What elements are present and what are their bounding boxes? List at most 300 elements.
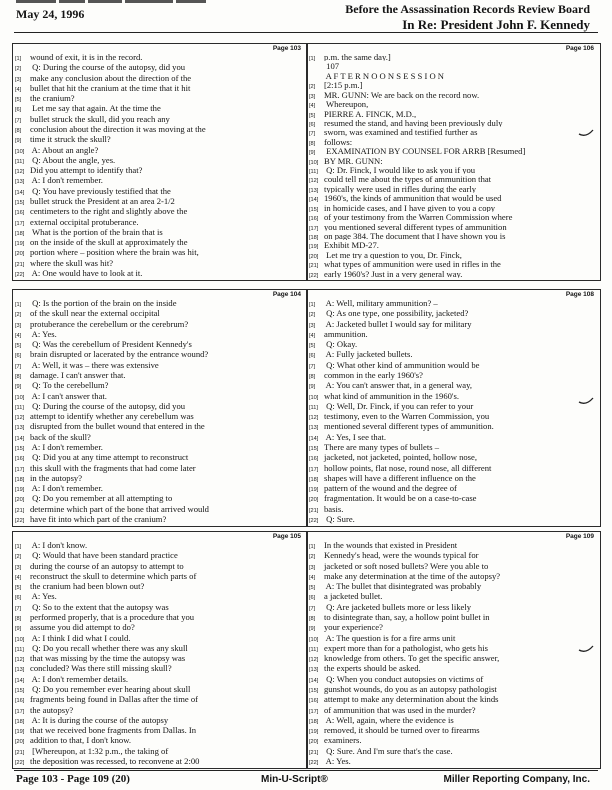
- transcript-line: [309, 156, 596, 165]
- line-text: 107: [324, 61, 340, 71]
- transcript-header: [345, 2, 590, 32]
- line-number: [15]: [309, 687, 319, 694]
- line-text: bullet struck the President at an area 2-1/2: [30, 195, 175, 206]
- line-text: resumed the stand, and having been previously duly: [324, 117, 503, 128]
- line-text: Q: To the cerebellum?: [30, 380, 109, 391]
- line-text: assume you did attempt to do?: [30, 622, 135, 633]
- transcript-line: [309, 401, 596, 411]
- transcript-line: [309, 99, 596, 108]
- transcript-line: [15, 663, 303, 673]
- line-text: concluded? Was there still missing skull?: [30, 663, 172, 674]
- line-text: your experience?: [324, 622, 383, 633]
- line-number: [2]: [309, 554, 316, 561]
- transcript-line: [15, 124, 303, 134]
- line-text: sworn, was examined and testified further as: [324, 127, 478, 137]
- transcript-line: [309, 735, 596, 745]
- transcript-line: [15, 463, 303, 473]
- line-text: A: I can't answer that.: [30, 390, 107, 401]
- line-number: [14]: [309, 435, 319, 442]
- line-number: [9]: [309, 384, 316, 391]
- check-mark-icon: [578, 128, 594, 138]
- transcript-line: [15, 401, 303, 411]
- transcript-line: [309, 203, 596, 212]
- transcript-line: [15, 674, 303, 684]
- line-number: [6]: [15, 353, 22, 360]
- line-text: centimeters to the right and slightly above the: [30, 206, 188, 217]
- transcript-line: [15, 411, 303, 421]
- line-number: [7]: [15, 605, 22, 612]
- line-number: [22]: [15, 271, 25, 278]
- line-number: [309, 71, 324, 73]
- transcript-line: [15, 442, 303, 452]
- transcript-line: [15, 633, 303, 643]
- transcript-line: [309, 308, 596, 318]
- transcript-line: [15, 103, 303, 113]
- line-text: There are many types of bullets –: [324, 441, 440, 452]
- line-text: time it struck the skull?: [30, 134, 111, 145]
- line-text: Exhibit MD-27.: [324, 240, 379, 250]
- transcript-line: [309, 674, 596, 684]
- line-text: the autopsy?: [30, 704, 74, 715]
- line-number: [13]: [15, 179, 25, 186]
- line-text: A: Yes.: [30, 591, 57, 602]
- transcript-line: [15, 196, 303, 206]
- line-number: [18]: [15, 476, 25, 483]
- transcript-line: [309, 360, 596, 370]
- line-number: [19]: [309, 729, 319, 736]
- transcript-line: [309, 184, 596, 193]
- line-number: [20]: [15, 739, 25, 746]
- transcript-line: [309, 250, 596, 259]
- transcript-line: [309, 653, 596, 663]
- transcript-line: [309, 540, 596, 550]
- line-number: [8]: [15, 615, 22, 622]
- line-number: [10]: [309, 636, 319, 643]
- line-text: mentioned several different types of ammunition.: [324, 421, 494, 432]
- transcript-line: [309, 473, 596, 483]
- transcript-line: [309, 269, 596, 278]
- line-number: [12]: [15, 657, 25, 664]
- line-text: A: I don't know.: [30, 540, 88, 550]
- line-number: [8]: [15, 373, 22, 380]
- transcript-line: [309, 746, 596, 756]
- transcript-line: [309, 109, 596, 118]
- transcript-line: [15, 715, 303, 725]
- transcript-line: [309, 452, 596, 462]
- line-number: [10]: [309, 394, 319, 401]
- line-number: [5]: [309, 585, 316, 592]
- transcript-line: [15, 483, 303, 493]
- transcript-line: [309, 483, 596, 493]
- line-text: on the inside of the skull at approximately the: [30, 237, 188, 248]
- line-number: [5]: [15, 585, 22, 592]
- transcript-line: [309, 684, 596, 694]
- line-text: A: You can't answer that, in a general way,: [324, 380, 473, 391]
- line-text: Q: Do you remember at all attempting to: [30, 493, 173, 504]
- line-number: [20]: [309, 497, 319, 504]
- transcript-line: [15, 493, 303, 503]
- line-text: in the autopsy?: [30, 472, 83, 483]
- transcript-line: [15, 432, 303, 442]
- line-text: gunshot wounds, do you as an autopsy pathologist: [324, 683, 497, 694]
- line-number: [11]: [15, 646, 24, 653]
- line-number: [3]: [15, 76, 22, 83]
- line-text: wound of exit, it is in the record.: [30, 52, 143, 62]
- line-number: [11]: [309, 404, 318, 411]
- line-text: A: Yes.: [30, 328, 57, 339]
- transcript-line: [15, 339, 303, 349]
- line-text: Q: During the course of the autopsy, did you: [30, 62, 186, 73]
- line-number: [20]: [15, 497, 25, 504]
- line-text: that we received bone fragments from Dallas. In: [30, 725, 197, 736]
- line-number: [21]: [309, 749, 319, 756]
- line-number: [2]: [15, 66, 22, 73]
- line-number: [21]: [15, 507, 25, 514]
- line-text: Q: Well, Dr. Finck, if you can refer to your: [324, 400, 474, 411]
- transcript-line: [15, 145, 303, 155]
- line-number: [15]: [15, 445, 25, 452]
- transcript-line: [309, 231, 596, 240]
- transcript-line: [15, 612, 303, 622]
- line-number: [18]: [309, 476, 319, 483]
- line-text: hollow points, flat nose, round nose, all different: [324, 462, 492, 473]
- transcript-line: [15, 571, 303, 581]
- line-number: [6]: [309, 121, 316, 128]
- line-text: the cranium?: [30, 93, 75, 104]
- transcript-line: [15, 93, 303, 103]
- page-panel-106: [306, 43, 601, 281]
- line-text: conclusion about the direction it was moving at the: [30, 123, 206, 134]
- line-number: [4]: [309, 574, 316, 581]
- transcript-line: [309, 581, 596, 591]
- line-text: that was missing by the time the autopsy was: [30, 653, 186, 664]
- transcript-line: [15, 694, 303, 704]
- line-text: Q: Dr. Finck, I would like to ask you if you: [324, 165, 476, 175]
- line-text: A: Well, again, where the evidence is: [324, 714, 454, 725]
- line-text: common in the early 1960's?: [324, 369, 423, 380]
- line-number: [19]: [15, 241, 25, 248]
- line-text: 1960's, the kinds of ammunition that would be used: [324, 193, 502, 203]
- line-number: [9]: [15, 138, 22, 145]
- line-text: typically were used in rifles during the early: [324, 183, 477, 194]
- transcript-line: [15, 308, 303, 318]
- line-text: Q: Do you recall whether there was any skull: [30, 642, 188, 653]
- line-text: Q: Do you remember ever hearing about skull: [30, 683, 191, 694]
- line-number: [13]: [15, 667, 25, 674]
- line-text: Did you attempt to identify that?: [30, 165, 143, 176]
- transcript-line: [309, 715, 596, 725]
- line-text: the deposition was recessed, to reconvene at 2:00: [30, 755, 200, 766]
- line-number: [2]: [15, 312, 22, 319]
- line-number: [1]: [309, 56, 316, 62]
- line-number: [12]: [309, 178, 319, 184]
- line-number: [14]: [15, 189, 25, 196]
- line-number: [16]: [15, 210, 25, 217]
- transcript-date: May 24, 1996: [16, 7, 85, 21]
- line-text: A: One would have to look at it.: [30, 267, 143, 278]
- transcript-line: [15, 155, 303, 165]
- transcript-line: [15, 268, 303, 278]
- line-text: of your testimony from the Warren Commission where: [324, 212, 513, 222]
- line-number: [20]: [309, 253, 319, 260]
- transcript-line: [15, 504, 303, 514]
- transcript-lines: [15, 52, 303, 278]
- transcript-line: [309, 298, 596, 308]
- transcript-line: [15, 206, 303, 216]
- page-number: Page 105: [272, 533, 301, 540]
- transcript-line: [15, 705, 303, 715]
- line-text: A: It is during the course of the autopsy: [30, 714, 169, 725]
- reporting-company: Miller Reporting Company, Inc.: [443, 774, 590, 785]
- line-number: [10]: [15, 148, 25, 155]
- line-text: examiners.: [324, 735, 362, 746]
- line-number: [9]: [309, 150, 316, 156]
- transcript-line: [309, 550, 596, 560]
- line-number: [16]: [15, 456, 25, 463]
- transcript-line: [309, 339, 596, 349]
- transcript-line: [309, 602, 596, 612]
- transcript-line: [15, 725, 303, 735]
- line-number: [15]: [309, 206, 319, 213]
- transcript-line: [15, 349, 303, 359]
- transcript-line: [309, 222, 596, 231]
- line-number: [3]: [15, 564, 22, 571]
- line-number: [21]: [15, 261, 25, 268]
- transcript-line: [15, 746, 303, 756]
- transcript-line: [309, 756, 596, 766]
- transcript-line: [15, 550, 303, 560]
- line-text: A: The question is for a fire arms unit: [324, 632, 456, 643]
- page-number: Page 104: [272, 291, 301, 298]
- min-u-script-brand: Min-U-Script®: [261, 774, 328, 785]
- transcript-line: [309, 212, 596, 221]
- line-text: damage. I can't answer that.: [30, 369, 126, 380]
- transcript-line: [15, 735, 303, 745]
- line-text: removed, it should be turned over to firearms: [324, 725, 480, 736]
- line-text: A: I don't remember.: [30, 175, 103, 186]
- line-number: [10]: [15, 394, 25, 401]
- transcript-line: [309, 493, 596, 503]
- line-text: in homicide cases, and I have given to you a copy: [324, 202, 496, 213]
- line-text: to disintegrate than, say, a hollow point bullet in: [324, 611, 490, 622]
- line-number: [17]: [15, 220, 25, 227]
- line-text: external occipital protuberance.: [30, 216, 139, 227]
- transcript-line: [15, 186, 303, 196]
- line-number: [14]: [15, 435, 25, 442]
- transcript-line: [309, 146, 596, 155]
- page-number: Page 103: [272, 45, 301, 52]
- line-text: What is the portion of the brain that is: [30, 226, 163, 237]
- line-text: disrupted from the bullet wound that entered in the: [30, 421, 205, 432]
- line-text: jacketed, not jacketed, pointed, hollow nose,: [324, 452, 477, 463]
- transcript-line: [15, 540, 303, 550]
- line-text: In the wounds that existed in President: [324, 540, 458, 550]
- line-number: [17]: [309, 466, 319, 473]
- transcript-line: [309, 71, 596, 80]
- transcript-line: [309, 165, 596, 174]
- line-number: [4]: [15, 332, 22, 339]
- line-text: Q: You have previously testified that the: [30, 185, 171, 196]
- line-number: [19]: [309, 487, 319, 494]
- page-number: Page 109: [565, 533, 594, 540]
- transcript-line: [309, 90, 596, 99]
- transcript-line: [309, 391, 596, 401]
- line-text: A: I don't remember.: [30, 441, 103, 452]
- line-text: A: I don't remember details.: [30, 673, 128, 684]
- transcript-line: [15, 581, 303, 591]
- transcript-line: [309, 561, 596, 571]
- line-number: [14]: [309, 197, 319, 203]
- line-number: [2]: [309, 84, 316, 90]
- line-text: MR. GUNN: We are back on the record now.: [324, 89, 480, 100]
- line-text: testimony, even to the Warren Commission, you: [324, 411, 490, 422]
- transcript-line: [15, 391, 303, 401]
- line-number: [22]: [309, 272, 319, 279]
- line-text: Q: Okay.: [324, 339, 358, 350]
- line-number: [1]: [15, 302, 22, 308]
- transcript-line: [309, 633, 596, 643]
- line-text: A: Well, military ammunition? –: [324, 298, 438, 308]
- line-number: [12]: [309, 657, 319, 664]
- line-text: Let me try a question to you, Dr. Finck,: [324, 249, 462, 260]
- check-mark-icon: [578, 396, 594, 406]
- page-panel-108: [306, 289, 601, 527]
- line-text: Let me say that again. At the time the: [30, 103, 161, 114]
- line-text: back of the skull?: [30, 431, 91, 442]
- line-number: [11]: [309, 169, 318, 175]
- line-text: fragments being found in Dallas after the time of: [30, 694, 199, 705]
- transcript-line: [309, 370, 596, 380]
- transcript-line: [309, 52, 596, 61]
- footer-rule: [14, 770, 598, 771]
- line-text: early 1960's? Just in a very general way.: [324, 268, 463, 279]
- transcript-line: [15, 602, 303, 612]
- line-text: follows:: [324, 136, 353, 147]
- page-number: Page 108: [565, 291, 594, 298]
- line-number: [3]: [309, 93, 316, 100]
- transcript-line: [15, 514, 303, 524]
- line-number: [19]: [15, 729, 25, 736]
- line-text: Q: Is the portion of the brain on the inside: [30, 298, 177, 308]
- transcript-line: [309, 329, 596, 339]
- line-number: [9]: [15, 384, 22, 391]
- line-number: [16]: [309, 698, 319, 705]
- line-text: A F T E R N O O N S E S S I O N: [324, 70, 445, 81]
- line-number: [16]: [15, 698, 25, 705]
- line-text: Q: During the course of the autopsy, did you: [30, 400, 186, 411]
- line-number: [7]: [15, 363, 22, 370]
- transcript-line: [15, 165, 303, 175]
- line-text: fragmentation. It would be on a case-to-case: [324, 493, 477, 504]
- line-text: the cranium had been blown out?: [30, 581, 145, 592]
- line-text: A: Yes, I see that.: [324, 431, 387, 442]
- line-text: you mentioned several different types of ammunition: [324, 221, 507, 232]
- page-number: Page 106: [565, 45, 594, 52]
- transcript-line: [15, 591, 303, 601]
- transcript-line: [309, 591, 596, 601]
- transcript-line: [15, 237, 303, 247]
- board-title: Before the Assassination Records Review Board: [345, 2, 590, 16]
- line-number: [7]: [309, 363, 316, 370]
- line-number: [12]: [15, 169, 25, 176]
- line-text: bullet that hit the cranium at the time that it hit: [30, 82, 191, 93]
- line-number: [19]: [309, 244, 319, 250]
- line-number: [17]: [309, 225, 319, 232]
- transcript-line: [15, 62, 303, 72]
- line-number: [13]: [309, 667, 319, 674]
- line-number: [20]: [15, 251, 25, 258]
- transcript-line: [15, 247, 303, 257]
- line-text: EXAMINATION BY COUNSEL FOR ARRB [Resumed]: [324, 146, 526, 156]
- transcript-line: [309, 193, 596, 202]
- line-number: [21]: [15, 749, 25, 756]
- line-number: [5]: [15, 343, 22, 350]
- line-number: [19]: [15, 487, 25, 494]
- transcript-line: [15, 360, 303, 370]
- line-number: [3]: [309, 322, 316, 329]
- transcript-line: [309, 411, 596, 421]
- line-text: on page 384. The document that I have shown you is: [324, 231, 506, 241]
- line-text: Q: Did you at any time attempt to reconstruct: [30, 452, 189, 463]
- line-text: could tell me about the types of ammunition that: [324, 174, 492, 184]
- line-number: [7]: [15, 117, 22, 124]
- line-number: [11]: [15, 158, 24, 165]
- line-number: [10]: [15, 636, 25, 643]
- line-number: [2]: [15, 554, 22, 561]
- line-number: [11]: [15, 404, 24, 411]
- line-number: [9]: [15, 626, 22, 633]
- transcript-line: [309, 421, 596, 431]
- line-number: [16]: [309, 216, 319, 222]
- transcript-line: [15, 380, 303, 390]
- line-text: A: Jacketed bullet I would say for military: [324, 318, 472, 329]
- line-number: [1]: [309, 544, 316, 550]
- line-text: Whereupon,: [324, 99, 369, 109]
- transcript-line: [309, 380, 596, 390]
- line-text: Q: Was the cerebellum of President Kennedy's: [30, 339, 192, 350]
- transcript-lines: [309, 298, 596, 524]
- line-text: [2:15 p.m.]: [324, 80, 363, 90]
- transcript-line: [309, 694, 596, 704]
- line-text: during the course of an autopsy to attempt to: [30, 560, 184, 571]
- transcript-line: [15, 643, 303, 653]
- transcript-line: [309, 442, 596, 452]
- line-number: [2]: [309, 312, 316, 319]
- transcript-line: [309, 259, 596, 268]
- transcript-line: [309, 432, 596, 442]
- line-text: A: The bullet that disintegrated was probably: [324, 581, 482, 592]
- transcript-line: [309, 127, 596, 136]
- line-text: Q: Are jacketed bullets more or less likely: [324, 601, 472, 612]
- transcript-line: [15, 421, 303, 431]
- line-text: jacketed or soft nosed bullets? Were you able to: [324, 560, 489, 571]
- line-number: [6]: [309, 595, 316, 602]
- line-text: what kind of ammunition in the 1960's.: [324, 390, 459, 401]
- transcript-line: [15, 52, 303, 62]
- page-panel-105: [12, 531, 308, 769]
- line-text: a jacketed bullet.: [324, 591, 383, 602]
- line-number: [21]: [309, 263, 319, 269]
- line-text: determine which part of the bone that arrived would: [30, 503, 209, 514]
- transcript-line: [309, 80, 596, 89]
- line-number: [4]: [309, 103, 316, 109]
- transcript-line: [15, 452, 303, 462]
- transcript-line: [15, 370, 303, 380]
- line-number: [12]: [309, 415, 319, 422]
- line-number: [7]: [309, 131, 316, 137]
- line-number: [18]: [309, 718, 319, 725]
- line-text: ammunition.: [324, 328, 368, 339]
